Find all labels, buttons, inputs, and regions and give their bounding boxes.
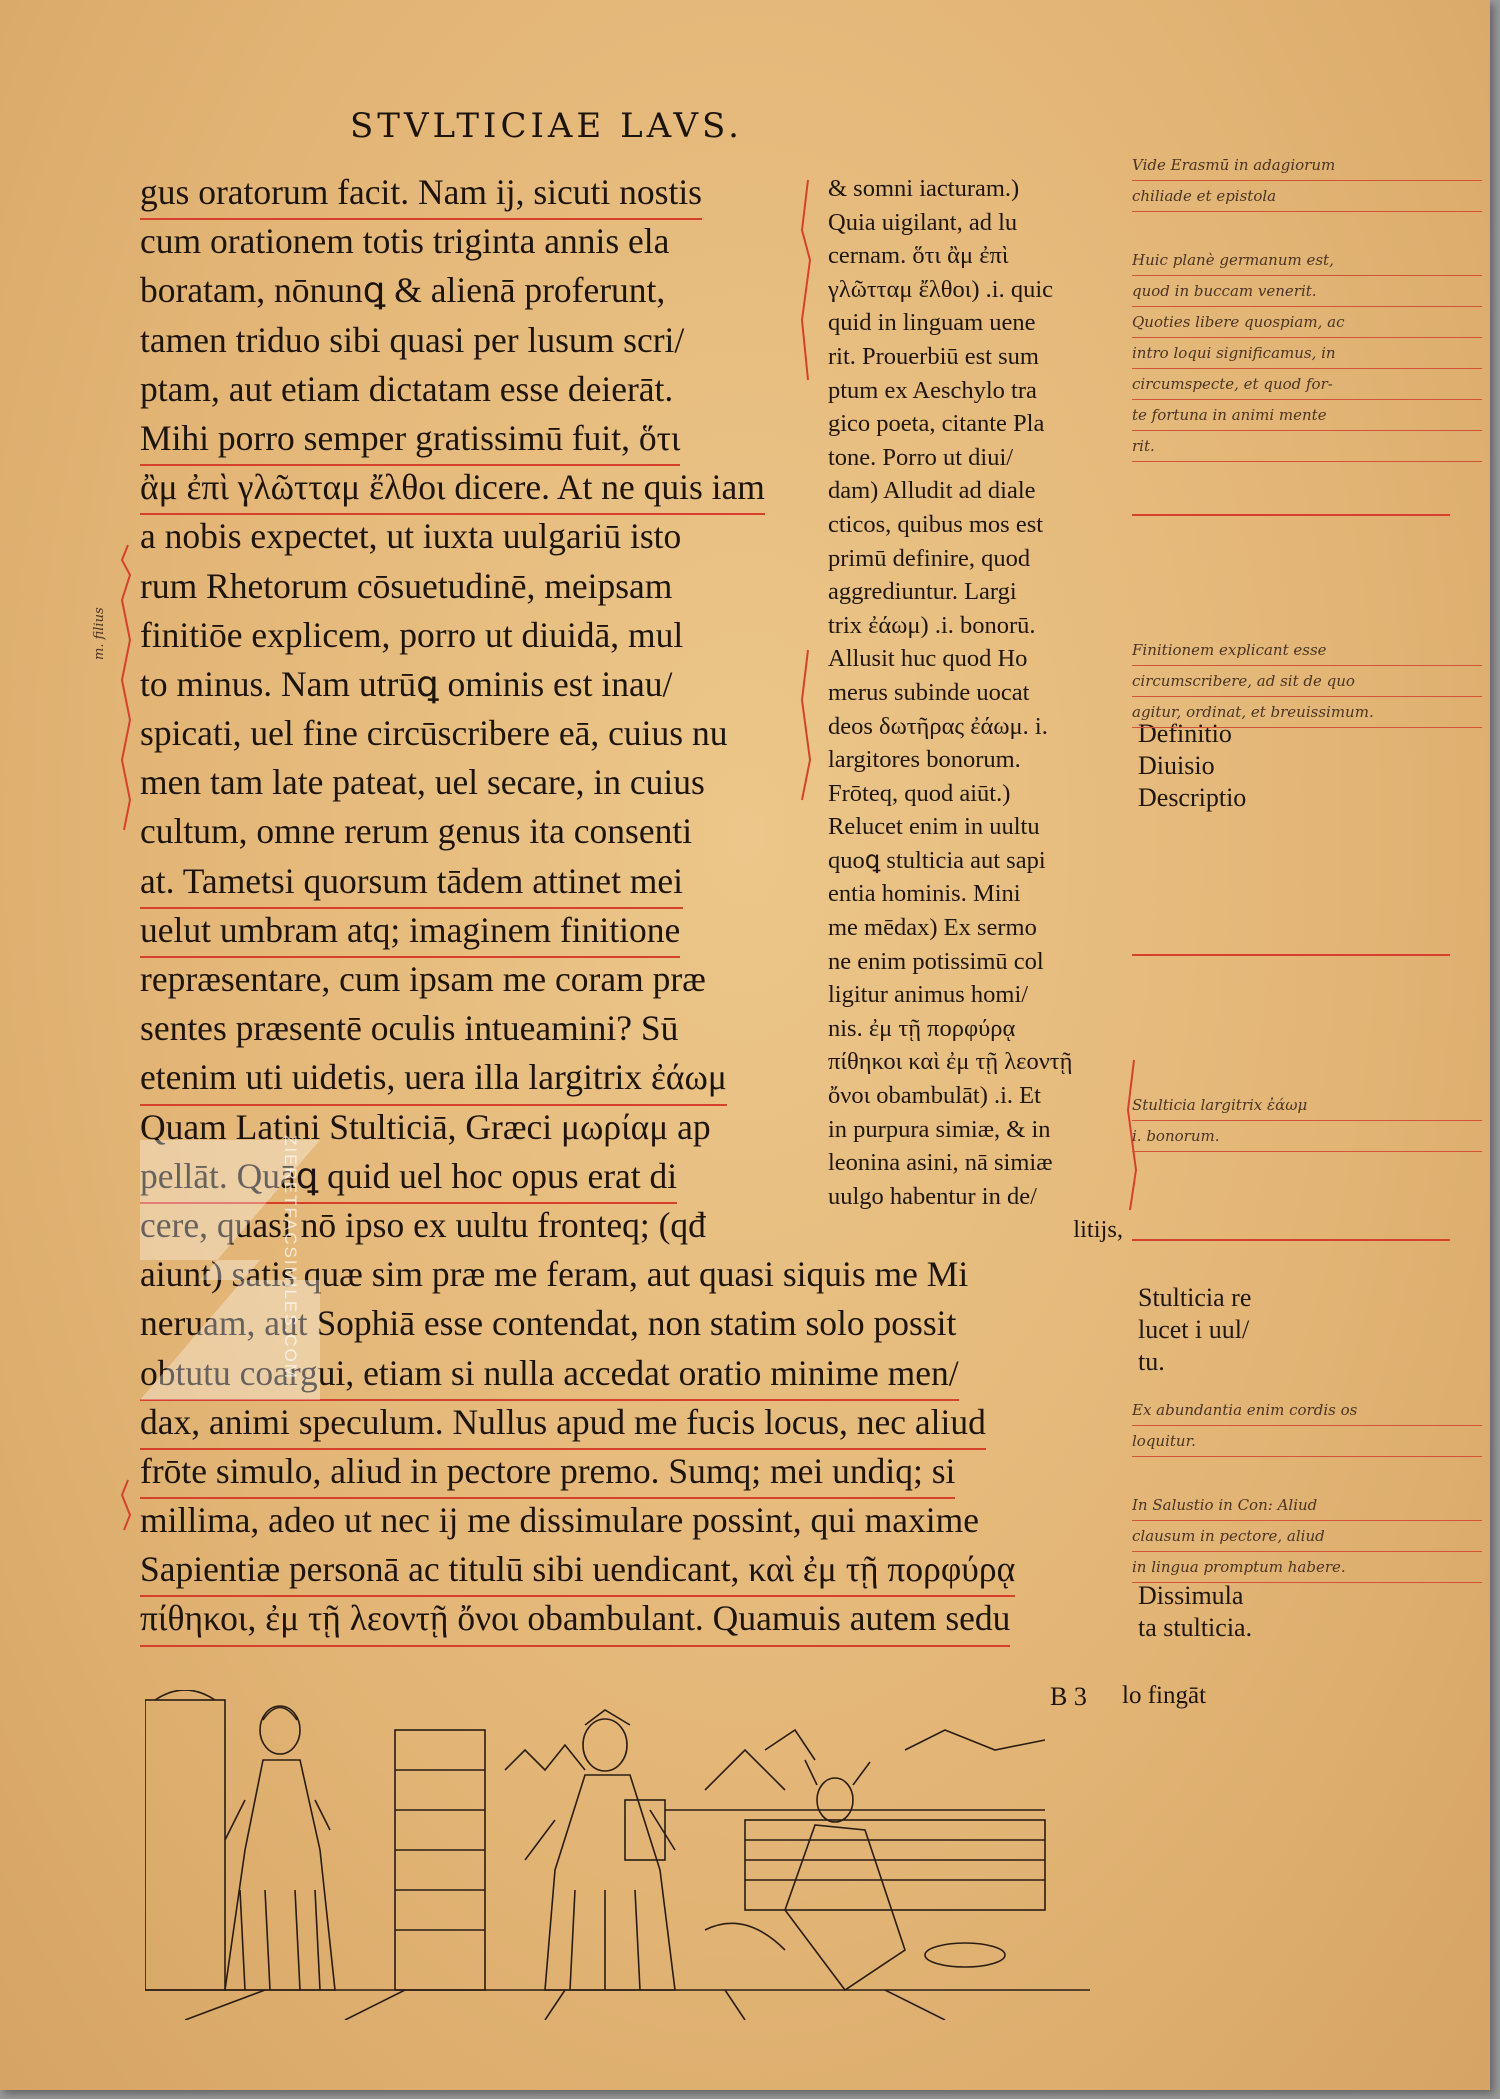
commentary-line: πίθηκοι καὶ ἐμ τῇ λεοντῇ (828, 1048, 1073, 1076)
side-note-definitio: Definitio Diuisio Descriptio (1138, 719, 1247, 812)
commentary-line: largitores bonorum. (828, 746, 1021, 774)
woodcut-illustration (145, 1690, 1090, 2020)
commentary-line: Quia uigilant, ad lu (828, 208, 1018, 236)
commentary-line: & somni iacturam.) (828, 175, 1020, 202)
commentary-line: ligitur animus homi/ (828, 981, 1029, 1009)
handwritten-note: Ex abundantia enim cordis os loquitur. (1132, 1395, 1482, 1457)
main-line: Sapientiæ personā ac titulū sibi uendicant, καὶ ἐμ τῇ πορφύρᾳ (140, 1545, 1125, 1594)
commentary-line: deos δωτῆρας ἐάωμ. i. (828, 712, 1048, 740)
handwritten-note: In Salustio in Con: Aliud clausum in pectore, aliud in lingua promptum habere. (1132, 1490, 1482, 1583)
main-line: rum Rhetorum cōsuetudinē, meipsam (140, 565, 673, 606)
main-line: neruam, aut Sophiā esse contendat, non statim solo possit (140, 1303, 957, 1344)
main-line: at. Tametsi quorsum tādem attinet mei (140, 857, 805, 906)
handwritten-note: Stulticia largitrix ἐάωμ i. bonorum. (1132, 1090, 1482, 1152)
main-line: men tam late pateat, uel secare, in cuius (140, 762, 705, 803)
main-line: Quam Latini Stulticiā, Græci μωρίαμ ap (140, 1106, 711, 1147)
commentary-line: primū definire, quod (828, 544, 1031, 572)
commentary-line: entia hominis. Mini (828, 880, 1021, 908)
commentary-line: Relucet enim in uultu (828, 813, 1040, 841)
main-line: boratam, nōnunꝗ & alienā proferunt, (140, 270, 666, 311)
main-line: etenim uti uidetis, uera illa largitrix ἐάωμ (140, 1053, 805, 1102)
main-line: to minus. Nam utrūꝗ ominis est inau/ (140, 663, 673, 704)
commentary-line: litijs, (1073, 1216, 1123, 1244)
commentary-line: quid in linguam uene (828, 309, 1036, 337)
main-line: frōte simulo, aliud in pectore premo. Sumq; mei undiq; si (140, 1447, 1125, 1496)
main-line: ptam, aut etiam dictatam esse deierāt. (140, 368, 674, 409)
handwritten-note: Vide Erasmū in adagiorum chiliade et epistola (1132, 150, 1482, 212)
commentary-line: ptum ex Aeschylo tra (828, 376, 1037, 404)
running-title: STVLTICIAE LAVS. (350, 106, 743, 146)
handwritten-note: Huic planè germanum est, quod in buccam venerit. Quoties libere quospiam, ac intro loqui significamus, in circumspecte, et quod for- te fortuna in animi mente rit. (1132, 245, 1482, 462)
main-line: Mihi porro semper gratissimū fuit, ὅτι (140, 414, 805, 463)
main-line: millima, adeo ut nec ij me dissimulare possint, qui maxime (140, 1500, 980, 1541)
commentary-line: trix ἐάωμ) .i. bonorū. (828, 611, 1036, 639)
commentary-line: me mēdax) Ex sermo (828, 914, 1037, 942)
main-line: a nobis expectet, ut iuxta uulgariū isto (140, 516, 682, 557)
commentary-line: ne enim potissimū col (828, 947, 1044, 975)
commentary-line: Frōteq, quod aiūt.) (828, 779, 1011, 807)
main-line: tamen triduo sibi quasi per lusum scri/ (140, 319, 685, 360)
main-line: sentes præsentē oculis intueamini? Sū (140, 1008, 679, 1049)
commentary-line: rit. Prouerbiū est sum (828, 342, 1039, 370)
commentary-line: ὄνοι obambulāt) .i. Et (828, 1082, 1041, 1110)
commentary-line: cernam. ὅτι ἂμ ἐπὶ (828, 242, 1009, 270)
watermark-text: ZIERETFACSIMILES.COM (281, 1135, 300, 1380)
main-line: cum orationem totis triginta annis ela (140, 221, 670, 262)
commentary-column (828, 172, 1133, 1247)
main-line: ἂμ ἐπὶ γλῶτταμ ἔλθοι dicere. At ne quis iam (140, 463, 805, 512)
side-note-stulticia: Stulticia re lucet i uul/ tu. (1138, 1283, 1252, 1376)
commentary-line: quoꝗ stulticia aut sapi (828, 846, 1046, 874)
commentary-line: γλῶτταμ ἔλθοι) .i. quic (828, 275, 1054, 303)
commentary-line: leonina asini, nā simiæ (828, 1149, 1053, 1177)
main-line: aiunt) satis quæ sim præ me feram, aut quasi siquis me Mi (140, 1254, 969, 1295)
commentary-line: uulgo habentur in de/ (828, 1182, 1037, 1210)
main-line: cultum, omne rerum genus ita consenti (140, 811, 693, 852)
commentary-line: aggrediuntur. Largi (828, 578, 1017, 606)
commentary-line: gico poeta, citante Pla (828, 410, 1045, 438)
main-line: cere, quasi nō ipso ex uultu fronteq; (qđ (140, 1204, 706, 1245)
signature-mark: B 3 (1050, 1682, 1087, 1711)
main-line: dax, animi speculum. Nullus apud me fucis locus, nec aliud (140, 1398, 1125, 1447)
commentary-line: Allusit huc quod Ho (828, 645, 1028, 673)
main-line: spicati, uel fine circūscribere eā, cuius nu (140, 713, 728, 754)
main-line: uelut umbram atq; imaginem finitione (140, 906, 805, 955)
commentary-line: cticos, quibus mos est (828, 510, 1044, 538)
margin-handwriting: m. filius (92, 607, 107, 660)
main-line: pellāt. Quāꝗ quid uel hoc opus erat di (140, 1152, 805, 1201)
commentary-line: in purpura simiæ, & in (828, 1115, 1051, 1143)
commentary-line: dam) Alludit ad diale (828, 477, 1036, 505)
main-line: gus oratorum facit. Nam ij, sicuti nostis (140, 168, 805, 217)
catchword: lo fingāt (1122, 1682, 1207, 1709)
main-line: finitiōe explicem, porro ut diuidā, mul (140, 614, 684, 655)
watermark-logo-icon (120, 1120, 360, 1420)
commentary-line: tone. Porro ut diui/ (828, 443, 1014, 471)
handwritten-note: Finitionem explicant esse circumscribere, ad sit de quo agitur, ordinat, et breuissimum. (1132, 635, 1482, 728)
main-line: πίθηκοι, ἐμ τῇ λεοντῇ ὄνοι obambulant. Quamuis autem sedu (140, 1594, 1125, 1643)
main-line: obtutu coargui, etiam si nulla accedat oratio minime men/ (140, 1349, 1125, 1398)
commentary-line: nis. ἐμ τῇ πορφύρᾳ (828, 1014, 1016, 1042)
side-note-dissimulata: Dissimula ta stulticia. (1138, 1581, 1253, 1642)
commentary-line: merus subinde uocat (828, 678, 1030, 706)
main-line: repræsentare, cum ipsam me coram præ (140, 959, 706, 999)
